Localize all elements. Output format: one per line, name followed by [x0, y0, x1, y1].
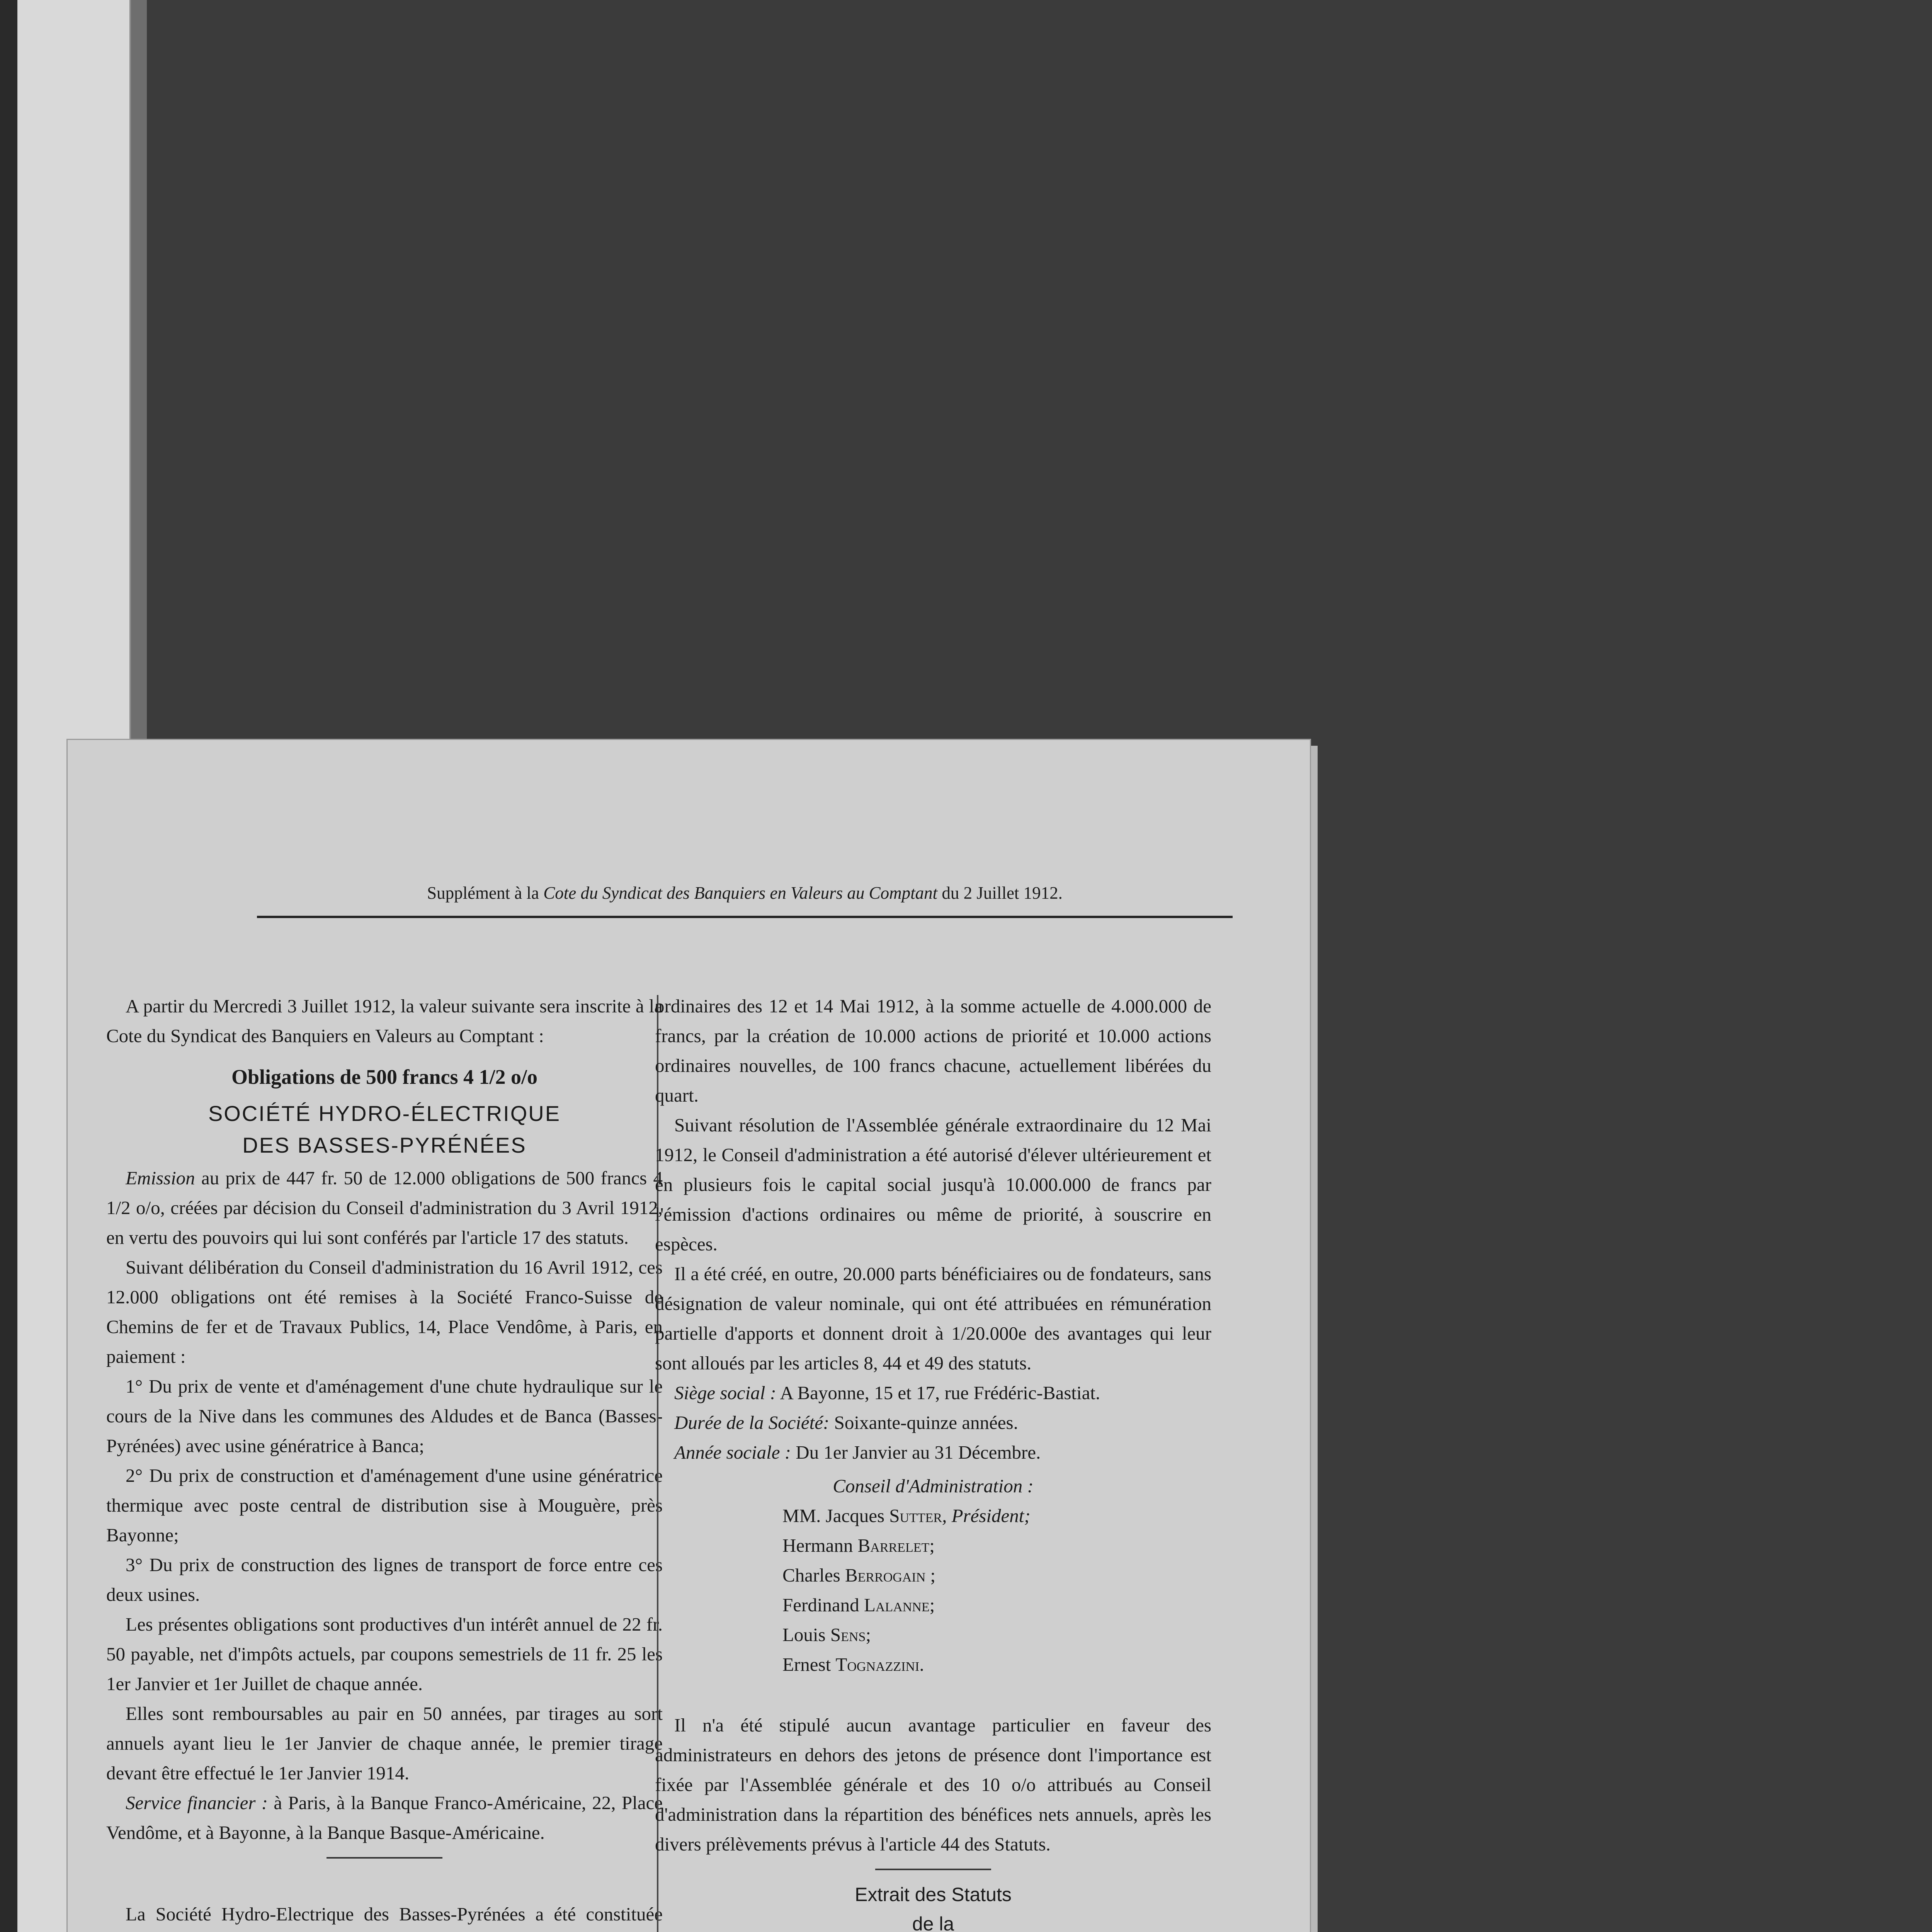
- council-member: [782, 1650, 1211, 1679]
- service-lead: Service financier :: [126, 1792, 268, 1813]
- header-suffix: du 2 Juillet 1912.: [937, 883, 1063, 903]
- extrait-title-line1: Extrait des Statuts: [855, 1884, 1012, 1905]
- bond-title: Obligations de 500 francs 4 1/2 o/o: [231, 1065, 538, 1088]
- member-last: Sens: [830, 1624, 866, 1645]
- payment-item-3: 3° Du prix de construction des lignes de transport de force entre ces deux usines.: [106, 1554, 663, 1605]
- intro-paragraph: A partir du Mercredi 3 Juillet 1912, la valeur suivante sera inscrite à la Cote du Syndicat des Banquiers en Valeurs au Comptant :: [106, 995, 663, 1046]
- annee-lead: Année sociale :: [674, 1442, 791, 1463]
- deliberation-paragraph: Suivant délibération du Conseil d'administration du 16 Avril 1912, ces 12.000 obligations ont été remises à la Société Franco-Suisse de Chemins de fer et de Travaux Publics, 14, Place Vendôme, à Paris, en paiement :: [106, 1257, 663, 1367]
- duree-text: Soixante-quinze années.: [829, 1412, 1018, 1433]
- capital-continuation: ordinaires des 12 et 14 Mai 1912, à la somme actuelle de 4.000.000 de francs, par la création de 10.000 actions de priorité et 10.000 actions ordinaires nouvelles, de 100 francs chacune, actuellement libérées du quart.: [655, 995, 1211, 1106]
- extrait-title-line2: de la: [912, 1913, 954, 1932]
- member-end: ;: [866, 1624, 871, 1645]
- founders-paragraph: Il a été créé, en outre, 20.000 parts bénéficiaires ou de fondateurs, sans désignation de valeur nominale, qui ont été attribuées en rémunération partielle d'apports et donnent droit à 1/20.000e des avantages qui leur sont alloués par les articles 8, 44 et 49 des statuts.: [655, 1263, 1211, 1374]
- resolution-paragraph: Suivant résolution de l'Assemblée générale extraordinaire du 12 Mai 1912, le Conseil d'administration a été autorisé d'élever ultérieurement et en plusieurs fois le capital social jusqu'à 10.000.000 de francs par l'émission d'actions ordinaires ou même de priorité, à souscrire en espèces.: [655, 1114, 1211, 1255]
- spacer: [655, 1679, 1211, 1710]
- council-prefix: MM. Jacques: [782, 1505, 889, 1526]
- annee-text: Du 1er Janvier au 31 Décembre.: [791, 1442, 1041, 1463]
- member-end: ;: [929, 1594, 935, 1616]
- payment-item-1: 1° Du prix de vente et d'aménagement d'une chute hydraulique sur le cours de la Nive dans les communes des Aldudes et de Banca (Basses-Pyrénées) avec usine génératrice à Banca;: [106, 1376, 663, 1456]
- payment-item-2: 2° Du prix de construction et d'aménagement d'une usine génératrice thermique avec poste central de distribution sise à Mouguère, près Bayonne;: [106, 1465, 663, 1546]
- page-header: [257, 883, 1233, 903]
- header-publication: Cote du Syndicat des Banquiers en Valeurs au Comptant: [543, 883, 938, 903]
- annee-paragraph: [655, 1437, 1211, 1467]
- member-last: Berrogain: [845, 1565, 926, 1586]
- binding-edge: [0, 0, 17, 1932]
- constitution-paragraph: La Société Hydro-Electrique des Basses-Pyrénées a été constituée: [126, 1903, 663, 1925]
- member-end: ;: [929, 1535, 935, 1556]
- right-column: [655, 991, 1211, 1932]
- spacer: [106, 1868, 663, 1899]
- member-first: Ferdinand: [782, 1594, 864, 1616]
- president-name: Sutter: [889, 1505, 942, 1526]
- service-text: à Paris, à la Banque Franco-Américaine, 22, Place Vendôme, et à Bayonne, à la Banque Basque-Américaine.: [106, 1792, 663, 1843]
- company-name-line2: DES BASSES-PYRÉNÉES: [242, 1133, 527, 1157]
- council-title: Conseil d'Administration :: [833, 1475, 1034, 1497]
- header-rule: [257, 916, 1233, 918]
- emission-paragraph: [106, 1163, 663, 1252]
- siege-paragraph: [655, 1378, 1211, 1408]
- member-last: Tognazzini: [835, 1654, 920, 1675]
- member-first: Hermann: [782, 1535, 858, 1556]
- company-name-line1: SOCIÉTÉ HYDRO-ÉLECTRIQUE: [208, 1101, 561, 1126]
- council-list: [782, 1501, 1211, 1679]
- avantage-paragraph: Il n'a été stipulé aucun avantage particulier en faveur des administrateurs en dehors des jetons de présence dont l'importance est fixée par l'Assemblée générale et des 10 o/o attribués au Conseil d'administration dans la répartition des bénéfices nets annuels, après les divers prélèvements prévus à l'article 44 des Statuts.: [655, 1714, 1211, 1855]
- emission-text: au prix de 447 fr. 50 de 12.000 obligations de 500 francs 4 1/2 o/o, créées par décision du Conseil d'administration du 3 Avril 1912, en vertu des pouvoirs qui lui sont conférés par l'article 17 des statuts.: [106, 1167, 663, 1248]
- duree-paragraph: [655, 1408, 1211, 1437]
- siege-text: A Bayonne, 15 et 17, rue Frédéric-Bastiat.: [776, 1382, 1100, 1403]
- section-divider: [327, 1857, 442, 1859]
- redemption-paragraph: Elles sont remboursables au pair en 50 années, par tirages au sort annuels ayant lieu le 1er Janvier de chaque année, le premier tirage devant être effectué le 1er Janvier 1914.: [106, 1703, 663, 1784]
- member-first: Ernest: [782, 1654, 836, 1675]
- interest-paragraph: Les présentes obligations sont productives d'un intérêt annuel de 22 fr. 50 payable, net d'impôts actuels, par coupons semestriels de 11 fr. 25 les 1er Janvier et 1er Juillet de chaque année.: [106, 1614, 663, 1694]
- member-last: Lalanne: [864, 1594, 930, 1616]
- council-member: [782, 1620, 1211, 1650]
- siege-lead: Siège social :: [674, 1382, 776, 1403]
- president-role: , Président;: [942, 1505, 1031, 1526]
- member-end: ;: [925, 1565, 936, 1586]
- council-member: [782, 1560, 1211, 1590]
- emission-lead: Emission: [126, 1167, 195, 1189]
- document-page: [68, 740, 1310, 1932]
- member-first: Charles: [782, 1565, 845, 1586]
- duree-lead: Durée de la Société:: [674, 1412, 830, 1433]
- member-last: Barrelet: [857, 1535, 930, 1556]
- header-prefix: Supplément à la: [427, 883, 544, 903]
- council-member: [782, 1531, 1211, 1560]
- member-end: .: [919, 1654, 924, 1675]
- section-divider: [875, 1869, 991, 1870]
- service-paragraph: [106, 1788, 663, 1847]
- council-member: [782, 1590, 1211, 1620]
- council-president: [782, 1501, 1211, 1531]
- member-first: Louis: [782, 1624, 830, 1645]
- left-column: [106, 991, 663, 1932]
